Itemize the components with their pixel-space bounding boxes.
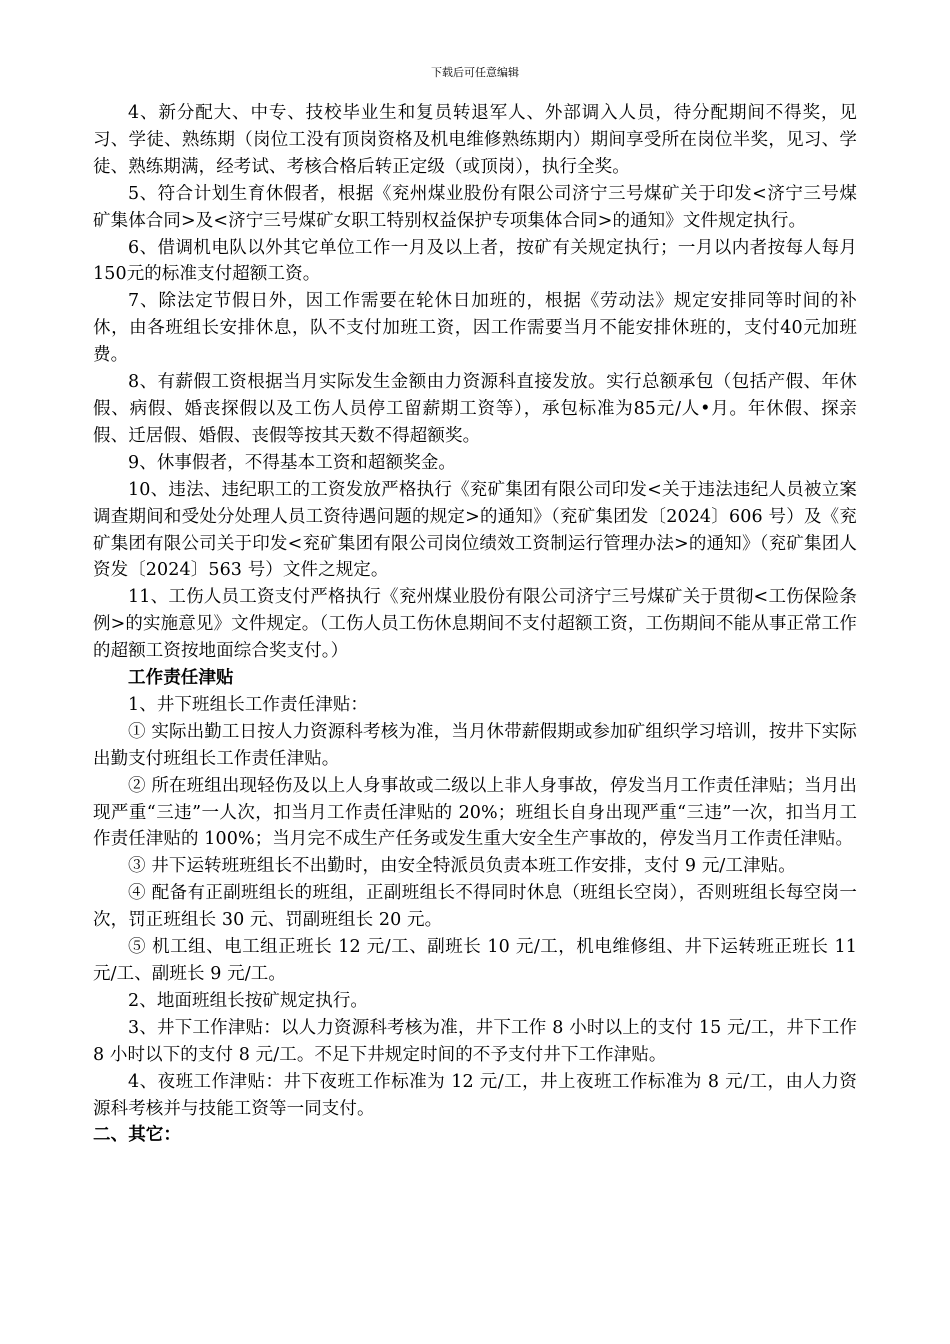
section-item-2: 2、地面班组长按矿规定执行。 xyxy=(128,990,369,1011)
paragraph-item-7: 7、除法定节假日外，因工作需要在轮休日加班的，根据《劳动法》规定安排同等时间的补休，由各班组长安排休息，队不支付加班工资，因工作需要当月不能安排休班的，支付40元加班费。 xyxy=(93,291,857,366)
section-subitem-1: ① 实际出勤工日按人力资源科考核为准，当月休带薪假期或参加矿组织学习培训，按井下实际出勤支付班组长工作责任津贴。 xyxy=(93,721,857,769)
section-item-4: 4、夜班工作津贴：井下夜班工作标准为 12 元/工，井上夜班工作标准为 8 元/工，由人力资源科考核并与技能工资等一同支付。 xyxy=(93,1071,857,1119)
paragraph-item-5: 5、符合计划生育休假者，根据《兖州煤业股份有限公司济宁三号煤矿关于印发<济宁三号煤矿集体合同>及<济宁三号煤矿女职工特别权益保护专项集体合同>的通知》文件规定执行。 xyxy=(93,183,857,231)
page-header: 下载后可任意编辑 xyxy=(431,66,519,79)
section-subitem-3: ③ 井下运转班班组长不出勤时，由安全特派员负责本班工作安排，支付 9 元/工津贴。 xyxy=(128,856,796,877)
section-item-1: 1、井下班组长工作责任津贴： xyxy=(128,694,369,715)
final-heading: 二、其它： xyxy=(93,1125,181,1146)
paragraph-item-8: 8、有薪假工资根据当月实际发生金额由力资源科直接发放。实行总额承包（包括产假、年休假、病假、婚丧探假以及工伤人员停工留薪期工资等），承包标准为85元/人•月。年休假、探亲假、迁居假、婚假、丧假等按其天数不得超额奖。 xyxy=(93,372,857,446)
section-title: 工作责任津贴 xyxy=(128,668,234,689)
paragraph-item-11: 11、工伤人员工资支付严格执行《兖州煤业股份有限公司济宁三号煤矿关于贯彻<工伤保险条例>的实施意见》文件规定。（工伤人员工伤休息期间不支付超额工资，工伤期间不能从事正常工作的超额工资按地面综合奖支付。） xyxy=(93,587,857,662)
paragraph-item-4: 4、新分配大、中专、技校毕业生和复员转退军人、外部调入人员，待分配期间不得奖，见习、学徒、熟练期（岗位工没有顶岗资格及机电维修熟练期内）期间享受所在岗位半奖，见习、学徒、熟练期满，经考试、考核合格后转正定级（或顶岗），执行全奖。 xyxy=(93,103,857,177)
section-subitem-2: ② 所在班组出现轻伤及以上人身事故或二级以上非人身事故，停发当月工作责任津贴；当月出现严重“三违”一人次，扣当月工作责任津贴的 20%；班组长自身出现严重“三违”一次，扣当月工作责任津贴的 100%；当月完不成生产任务或发生重大安全生产事故的，停发当月工作责任津贴。 xyxy=(93,775,857,850)
section-item-3: 3、井下工作津贴：以人力资源科考核为准，井下工作 8 小时以上的支付 15 元/工，井下工作 8 小时以下的支付 8 元/工。不足下井规定时间的不予支付井下工作津贴。 xyxy=(93,1017,857,1065)
paragraph-item-9: 9、休事假者，不得基本工资和超额奖金。 xyxy=(128,452,457,473)
section-subitem-5: ⑤ 机工组、电工组正班长 12 元/工、副班长 10 元/工，机电维修组、井下运转班正班长 11 元/工、副班长 9 元/工。 xyxy=(93,937,857,984)
document-body xyxy=(93,100,857,1149)
paragraph-item-10: 10、违法、违纪职工的工资发放严格执行《兖矿集团有限公司印发<关于违法违纪人员被立案调查期间和受处分处理人员工资待遇问题的规定>的通知》（兖矿集团发〔2024〕606 号）及《兖矿集团有限公司关于印发<兖矿集团有限公司岗位绩效工资制运行管理办法>的通知》（兖矿集团人资发〔2024〕563 号）文件之规定。 xyxy=(93,479,857,581)
section-subitem-4: ④ 配备有正副班组长的班组，正副班组长不得同时休息（班组长空岗），否则班组长每空岗一次，罚正班组长 30 元、罚副班组长 20 元。 xyxy=(93,883,857,931)
paragraph-item-6: 6、借调机电队以外其它单位工作一月及以上者，按矿有关规定执行；一月以内者按每人每月150元的标准支付超额工资。 xyxy=(93,237,857,285)
